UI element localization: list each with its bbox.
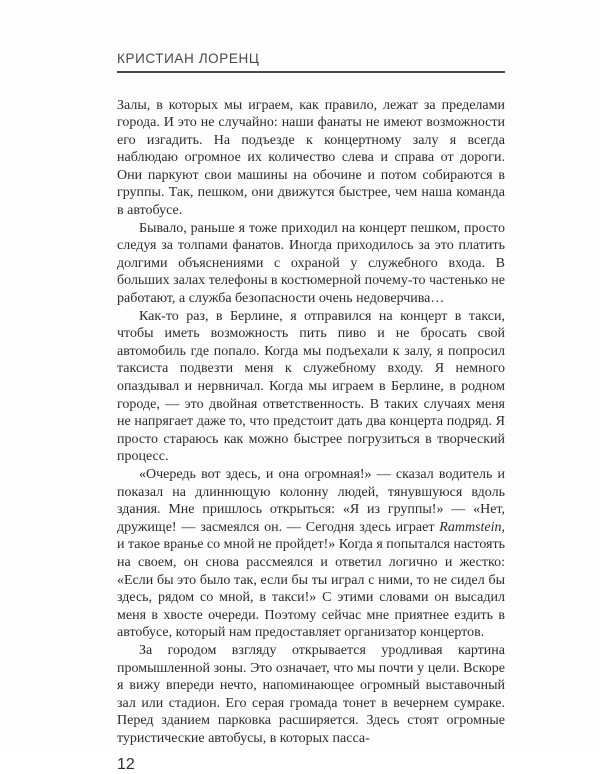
band-name-italic: Rammstein [439, 519, 502, 535]
paragraph: Бывало, раньше я тоже приходил на концерт пешком, просто следуя за толпами фанатов. Иногда приходилось за это платить долгими объяснениями с охраной у служебного входа. В больших залах телефоны в костюмерной почему-то частенько не работают, а служба безопасности очень недоверчива… [117, 220, 505, 307]
paragraph-text: , и такое вранье со мной не пройдет!» Когда я попытался настоять на своем, он снова рассмеялся и ответил логично и жестко: «Если бы это было так, если бы ты играл с ними, то не сидел бы здесь, рядом со мной, в такси!» С этими словами он высадил меня в хвосте очереди. Поэтому сейчас мне приятнее ездить в автобусе, который нам предоставляет организатор концертов. [117, 519, 505, 641]
paragraph [117, 466, 505, 642]
paragraph-text: «Очередь вот здесь, и она огромная!» — сказал водитель и показал на длиннющую колонну людей, тянувшуюся вдоль здания. Мне пришлось открыться: «Я из группы!» — «Нет, дружище! — засмеялся он. — Сегодня здесь играет [117, 466, 505, 535]
header-rule [117, 71, 505, 73]
paragraph: Как-то раз, в Берлине, я отправился на концерт в такси, чтобы иметь возможность пить пиво и не бросать свой автомобиль где попало. Когда мы подъехали к залу, я попросил таксиста подвезти меня к служебному входу. Я немного опаздывал и нервничал. Когда мы играем в Берлине, в родном городе, — это двойная ответственность. В таких случаях меня не напрягает даже то, что предстоит дать два концерта подряд. Я просто стараюсь как можно быстрее погрузиться в творческий процесс. [117, 308, 505, 465]
running-title: КРИСТИАН ЛОРЕНЦ [117, 51, 260, 66]
page-header [117, 52, 505, 73]
page-footer [117, 756, 505, 774]
paragraph: Залы, в которых мы играем, как правило, лежат за пределами города. И это не случайно: наши фанаты не имеют возможности его изгадить. На подъезде к концертному залу я всегда наблюдаю огромное их количество слева и справа от дороги. Они паркуют свои машины на обочине и потом собираются в группы. Так, пешком, они движутся быстрее, чем наша команда в автобусе. [117, 97, 505, 219]
page-body [117, 97, 505, 748]
paragraph: За городом взгляду открывается уродливая картина промышленной зоны. Это означает, что мы почти у цели. Вскоре я вижу впереди нечто, напоминающее огромный выставочный зал или стадион. Его серая громада тонет в вечернем сумраке. Перед зданием парковка расширяется. Здесь стоят огромные туристические автобусы, в которых пасса- [117, 642, 505, 746]
page-number: 12 [117, 756, 135, 774]
